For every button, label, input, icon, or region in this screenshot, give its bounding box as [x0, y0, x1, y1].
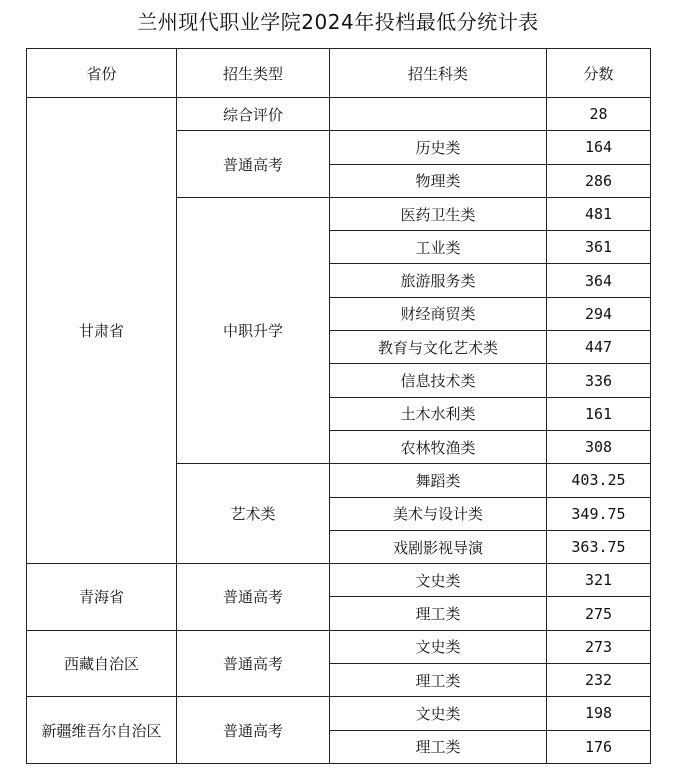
enrollment-type-cell: 普通高考: [177, 564, 330, 631]
enrollment-type-cell: 中职升学: [177, 197, 330, 463]
score-cell: 161: [547, 397, 651, 430]
subject-category-cell: 戏剧影视导演: [330, 530, 547, 563]
score-cell: 273: [547, 630, 651, 663]
subject-category-cell: 文史类: [330, 697, 547, 730]
province-cell: 甘肃省: [27, 98, 177, 564]
header-row: [27, 49, 651, 98]
page-title: 兰州现代职业学院2024年投档最低分统计表: [137, 10, 539, 34]
score-cell: 275: [547, 597, 651, 630]
table-row: [27, 98, 651, 131]
subject-category-cell: 土木水利类: [330, 397, 547, 430]
enrollment-type-cell: 普通高考: [177, 131, 330, 198]
score-cell: 447: [547, 331, 651, 364]
score-cell: 164: [547, 131, 651, 164]
subject-category-cell: 理工类: [330, 597, 547, 630]
subject-category-cell: 物理类: [330, 164, 547, 197]
score-cell: 481: [547, 197, 651, 230]
score-cell: 308: [547, 430, 651, 463]
score-cell: 336: [547, 364, 651, 397]
header-subject-category: 招生科类: [330, 49, 547, 98]
enrollment-type-cell: 普通高考: [177, 697, 330, 764]
score-cell: 286: [547, 164, 651, 197]
enrollment-type-cell: 综合评价: [177, 98, 330, 131]
score-cell: 28: [547, 98, 651, 131]
province-cell: 青海省: [27, 564, 177, 631]
score-table: [26, 48, 651, 764]
header-enrollment-type: 招生类型: [177, 49, 330, 98]
enrollment-type-cell: 艺术类: [177, 464, 330, 564]
enrollment-type-cell: 普通高考: [177, 630, 330, 697]
subject-category-cell: 文史类: [330, 630, 547, 663]
table-row: [27, 697, 651, 730]
score-cell: 176: [547, 730, 651, 763]
subject-category-cell: 财经商贸类: [330, 297, 547, 330]
table-row: [27, 564, 651, 597]
score-cell: 363.75: [547, 530, 651, 563]
subject-category-cell: 美术与设计类: [330, 497, 547, 530]
subject-category-cell: 医药卫生类: [330, 197, 547, 230]
score-cell: 403.25: [547, 464, 651, 497]
header-province: 省份: [27, 49, 177, 98]
province-cell: 新疆维吾尔自治区: [27, 697, 177, 764]
score-cell: 364: [547, 264, 651, 297]
score-cell: 349.75: [547, 497, 651, 530]
score-cell: 294: [547, 297, 651, 330]
header-score: 分数: [547, 49, 651, 98]
table-row: [27, 630, 651, 663]
subject-category-cell: 旅游服务类: [330, 264, 547, 297]
subject-category-cell: 文史类: [330, 564, 547, 597]
subject-category-cell: 理工类: [330, 730, 547, 763]
table-body: [27, 98, 651, 764]
subject-category-cell: 教育与文化艺术类: [330, 331, 547, 364]
subject-category-cell: 工业类: [330, 231, 547, 264]
subject-category-cell: 舞蹈类: [330, 464, 547, 497]
subject-category-cell: 信息技术类: [330, 364, 547, 397]
province-cell: 西藏自治区: [27, 630, 177, 697]
subject-category-cell: 历史类: [330, 131, 547, 164]
score-cell: 321: [547, 564, 651, 597]
score-cell: 232: [547, 664, 651, 697]
subject-category-cell: 理工类: [330, 664, 547, 697]
score-cell: 198: [547, 697, 651, 730]
subject-category-cell: [330, 98, 547, 131]
subject-category-cell: 农林牧渔类: [330, 430, 547, 463]
score-cell: 361: [547, 231, 651, 264]
